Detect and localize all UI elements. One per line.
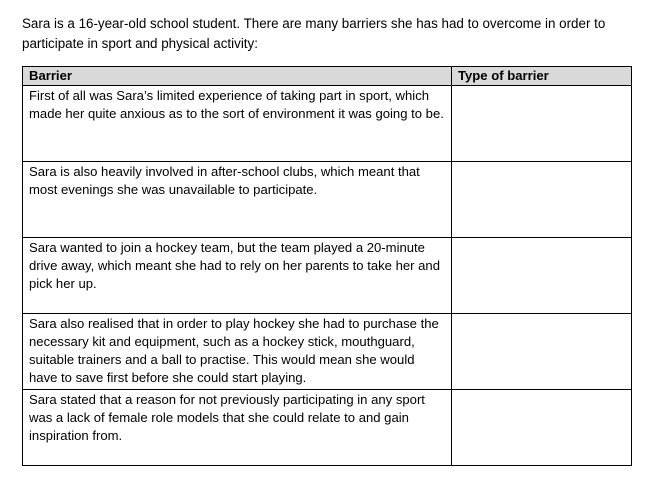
- barrier-cell: Sara stated that a reason for not previously participating in any sport was a lack of female role models that she could relate to and gain inspiration from.: [23, 390, 452, 466]
- barrier-cell: Sara wanted to join a hockey team, but the team played a 20-minute drive away, which meant she had to rely on her parents to take her and pick her up.: [23, 238, 452, 314]
- table-row: [23, 238, 632, 314]
- barriers-table: [22, 66, 632, 466]
- table-row: [23, 86, 632, 162]
- table-row: [23, 162, 632, 238]
- table-row: [23, 390, 632, 466]
- table-row: [23, 314, 632, 390]
- type-of-barrier-cell[interactable]: [452, 390, 632, 466]
- table-header-row: [23, 67, 632, 86]
- header-type-of-barrier: Type of barrier: [452, 67, 632, 86]
- type-of-barrier-cell[interactable]: [452, 238, 632, 314]
- barrier-cell: First of all was Sara’s limited experience of taking part in sport, which made her quite anxious as to the sort of environment it was going to be.: [23, 86, 452, 162]
- type-of-barrier-cell[interactable]: [452, 162, 632, 238]
- type-of-barrier-cell[interactable]: [452, 314, 632, 390]
- barrier-cell: Sara also realised that in order to play hockey she had to purchase the necessary kit and equipment, such as a hockey stick, mouthguard, suitable trainers and a ball to practise. This would mean she would have to save first before she could start playing.: [23, 314, 452, 390]
- barrier-cell: Sara is also heavily involved in after-school clubs, which meant that most evenings she was unavailable to participate.: [23, 162, 452, 238]
- intro-paragraph: Sara is a 16-year-old school student. There are many barriers she has had to overcome in order to participate in sport and physical activity:: [22, 16, 606, 51]
- type-of-barrier-cell[interactable]: [452, 86, 632, 162]
- header-barrier: Barrier: [23, 67, 452, 86]
